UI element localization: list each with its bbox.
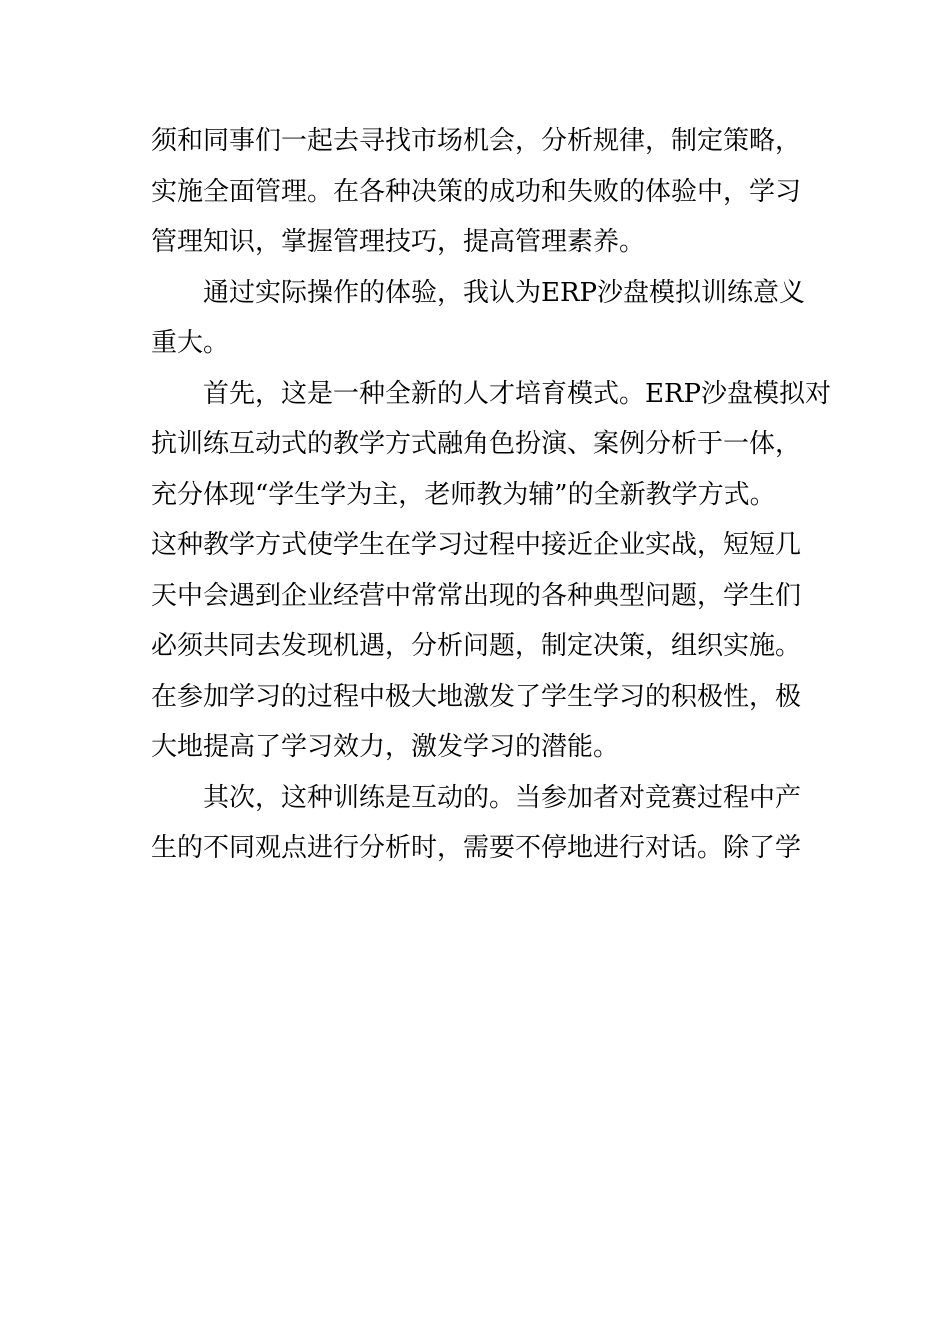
body-text	[151, 105, 832, 886]
text-line-7: 抗训练互动式的教学方式融角色扮演、案例分析于一体，	[151, 429, 802, 459]
text-line-9: 这种教学方式使学生在学习过程中接近企业实战，短短几	[151, 530, 802, 560]
text-line-13: 大地提高了学习效力，激发学习的潜能。	[151, 732, 620, 762]
text-line-10: 天中会遇到企业经营中常常出现的各种典型问题，学生们	[151, 580, 802, 611]
text-line-8: 充分体现“学生学为主，老师教为辅”的全新教学方式。	[151, 479, 776, 510]
text-line-1: 须和同事们一起去寻找市场机会，分析规律，制定策略，	[151, 126, 802, 156]
text-line-12: 在参加学习的过程中极大地激发了学生学习的积极性，极	[151, 681, 802, 712]
text-line-5: 重大。	[151, 328, 230, 358]
text-line-14: 其次，这种训练是互动的。当参加者对竞赛过程中产	[203, 782, 802, 813]
text-line-3: 管理知识，掌握管理技巧，提高管理素养。	[151, 227, 646, 257]
text-line-15: 生的不同观点进行分析时，需要不停地进行对话。除了学	[151, 833, 802, 863]
text-line-11: 必须共同去发现机遇，分析问题，制定决策，组织实施。	[151, 631, 802, 661]
text-line-6: 首先，这是一种全新的人才培育模式。ERP沙盘模拟对	[203, 378, 832, 409]
text-line-4: 通过实际操作的体验，我认为ERP沙盘模拟训练意义	[203, 277, 806, 308]
text-line-2: 实施全面管理。在各种决策的成功和失败的体验中，学习	[151, 176, 802, 207]
